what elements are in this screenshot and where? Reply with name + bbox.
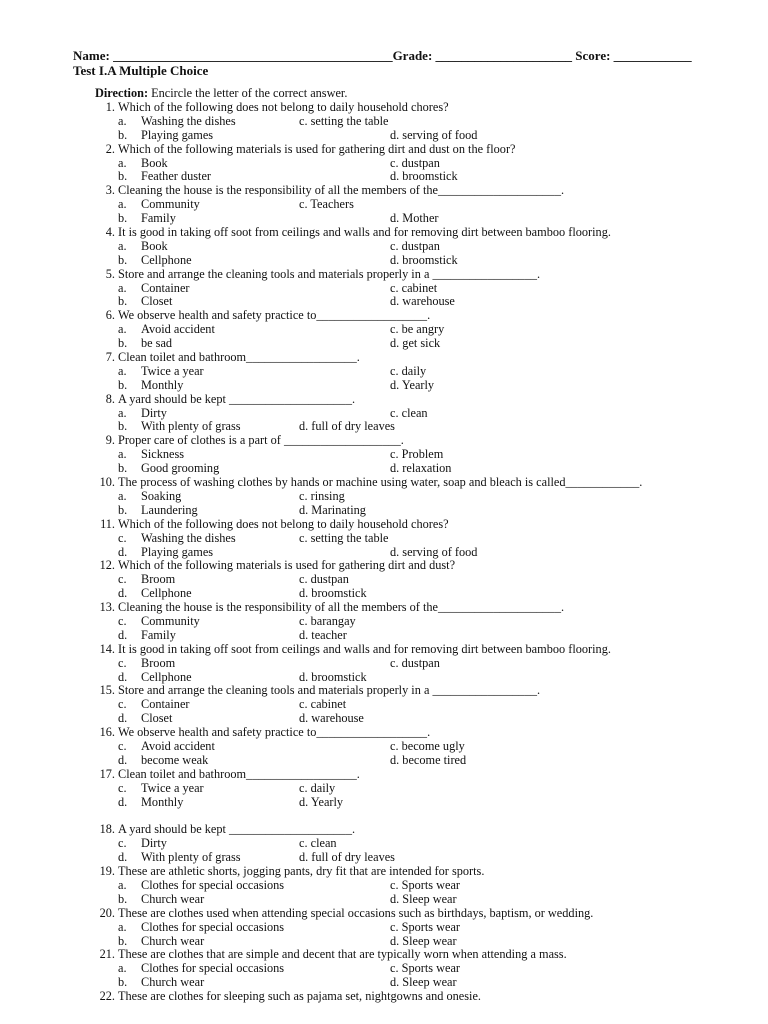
option-text: With plenty of grass [141,850,241,865]
option-text: Broom [141,572,176,587]
option-text: c. clean [390,405,428,420]
option-letter: d. [118,794,128,809]
option-letter: a. [118,447,127,462]
option-text: become weak [141,752,209,767]
option-letter: a. [118,113,127,128]
option-text: Church wear [141,891,205,906]
option-letter: b. [118,294,128,309]
option-letter: d. [118,711,128,726]
question-item [95,268,755,282]
question-number: 6. [105,308,115,323]
question-text: Which of the following does not belong to daily household chores? [118,100,449,114]
option-text: Church wear [141,975,205,990]
option-text: Washing the dishes [141,530,236,545]
option-row [95,170,755,184]
question-text: Store and arrange the cleaning tools and materials properly in a _________________. [118,683,541,698]
name-grade-score-line: Name: ___________________________________________Grade: _____________________ Score: ____________ [73,48,692,63]
option-letter: a. [118,322,127,337]
question-text: The process of washing clothes by hands or machine using water, soap and bleach is called____________. [118,475,643,490]
option-letter: d. [118,669,128,684]
option-row [95,573,755,587]
option-row [95,212,755,226]
question-text: These are athletic shorts, jogging pants, dry fit that are intended for sports. [118,864,485,879]
option-letter: a. [118,877,127,892]
option-row [95,532,755,546]
option-text: c. Problem [390,447,444,462]
question-item [95,559,755,573]
option-row [95,282,755,296]
option-row [95,851,755,865]
question-item [95,393,755,407]
option-text: Family [141,211,176,226]
option-row [95,657,755,671]
option-text: Monthly [141,377,184,392]
option-text: c. Teachers [299,197,354,212]
option-text: Clothes for special occasions [141,877,285,892]
option-letter: a. [118,155,127,170]
question-item [95,518,755,532]
option-text: Avoid accident [141,738,215,753]
option-row [95,921,755,935]
option-text: c. cabinet [390,280,438,295]
question-text: These are clothes that are simple and decent that are typically worn when attending a mass. [118,947,567,962]
option-row [95,796,755,810]
option-letter: c. [118,697,127,712]
option-text: Cellphone [141,252,192,267]
option-row [95,379,755,393]
option-text: Playing games [141,127,214,142]
option-text: c. Sports wear [390,877,461,892]
question-text: Clean toilet and bathroom__________________. [118,766,360,781]
option-text: d. relaxation [390,461,452,476]
option-letter: b. [118,502,128,517]
option-text: d. broomstick [299,669,367,684]
option-text: d. full of dry leaves [299,850,395,865]
option-row [95,935,755,949]
option-text: Sickness [141,447,185,462]
question-number: 17. [99,766,115,781]
option-text: d. broomstick [390,169,458,184]
option-text: c. Sports wear [390,919,461,934]
option-letter: c. [118,655,127,670]
option-text: Church wear [141,933,205,948]
option-row [95,671,755,685]
option-row [95,962,755,976]
option-text: c. be angry [390,322,445,337]
question-number: 21. [99,947,115,962]
question-text: These are clothes for sleeping such as pajama set, nightgowns and onesie. [118,989,481,1004]
option-text: Family [141,627,176,642]
question-item [95,726,755,740]
question-text: It is good in taking off soot from ceilings and walls and for removing dirt between bamboo flooring. [118,225,611,240]
option-letter: b. [118,461,128,476]
question-item [95,101,755,115]
option-letter: d. [118,586,128,601]
option-letter: a. [118,405,127,420]
option-text: c. dustpan [299,572,349,587]
option-text: Playing games [141,544,214,559]
question-number: 20. [99,905,115,920]
option-text: d. serving of food [390,544,478,559]
question-item [95,184,755,198]
option-text: d. Marinating [299,502,366,517]
question-text: A yard should be kept ____________________. [118,391,356,406]
option-letter: c. [118,836,127,851]
option-letter: b. [118,336,128,351]
test-title: Test I.A Multiple Choice [73,63,209,78]
question-number: 9. [105,433,115,448]
question-number: 19. [99,864,115,879]
option-letter: a. [118,919,127,934]
option-text: c. rinsing [299,488,345,503]
option-row [95,462,755,476]
option-row [95,198,755,212]
question-text: Cleaning the house is the responsibility of all the members of the____________________. [118,600,565,615]
option-letter: b. [118,419,128,434]
question-text: Cleaning the house is the responsibility of all the members of the____________________. [118,183,565,198]
option-text: Twice a year [141,363,204,378]
option-letter: a. [118,488,127,503]
option-text: Washing the dishes [141,113,236,128]
option-text: Feather duster [141,169,211,184]
direction-line [95,87,347,101]
option-row [95,337,755,351]
question-item [95,865,755,879]
question-text: Which of the following materials is used for gathering dirt and dust on the floor? [118,141,516,156]
option-letter: a. [118,238,127,253]
option-text: d. broomstick [299,586,367,601]
question-number: 1. [105,100,115,114]
option-row [95,157,755,171]
option-letter: b. [118,211,128,226]
option-row [95,254,755,268]
option-row [95,754,755,768]
option-row [95,129,755,143]
option-row [95,504,755,518]
option-letter: b. [118,377,128,392]
option-row [95,587,755,601]
option-row [95,323,755,337]
question-number: 4. [105,225,115,240]
option-row [95,837,755,851]
option-text: d. broomstick [390,252,458,267]
question-item [95,990,755,1004]
option-text: Community [141,197,200,212]
question-text: Which of the following materials is used for gathering dirt and dust? [118,558,456,573]
option-text: c. daily [299,780,336,795]
option-row [95,490,755,504]
question-item [95,309,755,323]
option-letter: d. [118,850,128,865]
option-text: Dirty [141,836,167,851]
option-row [95,240,755,254]
option-text: c. become ugly [390,738,465,753]
question-item [95,823,755,837]
question-item [95,601,755,615]
question-number: 12. [99,558,115,573]
option-text: d. warehouse [299,711,364,726]
question-item [95,476,755,490]
option-text: Book [141,238,168,253]
option-text: Broom [141,655,176,670]
direction-label: Direction: [95,86,149,100]
question-text: Proper care of clothes is a part of ___________________. [118,433,404,448]
option-text: Book [141,155,168,170]
question-number: 22. [99,989,115,1004]
option-text: be sad [141,336,173,351]
option-text: d. Yearly [299,794,344,809]
question-number: 7. [105,350,115,365]
option-letter: a. [118,961,127,976]
option-letter: d. [118,544,128,559]
question-number: 13. [99,600,115,615]
option-row [95,115,755,129]
option-row [95,365,755,379]
option-text: d. become tired [390,752,467,767]
question-number: 5. [105,266,115,281]
question-number: 11. [100,516,115,531]
option-text: d. Mother [390,211,439,226]
question-text: A yard should be kept ____________________. [118,822,356,837]
option-text: c. Sports wear [390,961,461,976]
option-letter: b. [118,933,128,948]
option-letter: a. [118,363,127,378]
option-text: Closet [141,294,173,309]
question-text: These are clothes used when attending special occasions such as birthdays, baptism, or wedding. [118,905,594,920]
option-row [95,546,755,560]
option-text: Closet [141,711,173,726]
option-row [95,407,755,421]
option-row [95,879,755,893]
option-text: d. teacher [299,627,347,642]
question-item [95,434,755,448]
option-text: Clothes for special occasions [141,919,285,934]
question-item [95,684,755,698]
option-text: c. dustpan [390,655,440,670]
option-letter: d. [118,627,128,642]
option-text: d. serving of food [390,127,478,142]
question-item [95,907,755,921]
option-text: d. full of dry leaves [299,419,395,434]
question-item [95,351,755,365]
question-text: Which of the following does not belong to daily household chores? [118,516,449,531]
option-text: c. cabinet [299,697,347,712]
option-text: c. barangay [299,613,356,628]
option-text: Cellphone [141,669,192,684]
question-number: 18. [99,822,115,837]
option-letter: c. [118,738,127,753]
option-text: With plenty of grass [141,419,241,434]
option-text: Dirty [141,405,167,420]
option-letter: d. [118,752,128,767]
question-text: Store and arrange the cleaning tools and materials properly in a _________________. [118,266,541,281]
option-row [95,698,755,712]
option-row [95,976,755,990]
option-text: c. daily [390,363,427,378]
option-letter: b. [118,252,128,267]
question-item [95,768,755,782]
option-text: d. Sleep wear [390,891,457,906]
question-text: We observe health and safety practice to__________________. [118,308,431,323]
option-row [95,420,755,434]
option-text: d. warehouse [390,294,455,309]
option-letter: c. [118,572,127,587]
question-text: Clean toilet and bathroom__________________. [118,350,360,365]
option-text: d. Sleep wear [390,975,457,990]
option-text: Cellphone [141,586,192,601]
direction-text: Encircle the letter of the correct answer. [148,86,348,100]
question-item [95,143,755,157]
option-letter: c. [118,780,127,795]
option-row [95,782,755,796]
option-text: c. setting the table [299,113,389,128]
option-text: c. dustpan [390,238,440,253]
question-number: 2. [105,141,115,156]
option-letter: b. [118,127,128,142]
option-letter: b. [118,169,128,184]
option-text: Container [141,697,190,712]
option-row [95,629,755,643]
question-number: 14. [99,641,115,656]
question-text: We observe health and safety practice to__________________. [118,725,431,740]
option-letter: c. [118,613,127,628]
option-text: Soaking [141,488,182,503]
option-text: c. dustpan [390,155,440,170]
option-row [95,448,755,462]
option-letter: a. [118,197,127,212]
option-row [95,615,755,629]
option-text: c. setting the table [299,530,389,545]
spacer [95,809,755,823]
question-item [95,643,755,657]
question-text: It is good in taking off soot from ceilings and walls and for removing dirt between bamboo flooring. [118,641,611,656]
question-number: 15. [99,683,115,698]
option-letter: a. [118,280,127,295]
option-letter: b. [118,975,128,990]
option-text: c. clean [299,836,337,851]
question-list [95,101,755,1004]
option-text: Container [141,280,190,295]
option-text: d. get sick [390,336,441,351]
question-number: 10. [99,475,115,490]
question-item [95,226,755,240]
option-letter: c. [118,530,127,545]
question-number: 3. [105,183,115,198]
question-number: 16. [99,725,115,740]
question-number: 8. [105,391,115,406]
question-item [95,948,755,962]
option-text: Twice a year [141,780,204,795]
option-row [95,893,755,907]
option-row [95,740,755,754]
option-text: Good grooming [141,461,220,476]
option-text: Clothes for special occasions [141,961,285,976]
option-text: d. Yearly [390,377,435,392]
option-text: Community [141,613,200,628]
option-text: Laundering [141,502,198,517]
option-row [95,712,755,726]
option-text: Avoid accident [141,322,215,337]
option-text: Monthly [141,794,184,809]
option-letter: b. [118,891,128,906]
option-row [95,295,755,309]
option-text: d. Sleep wear [390,933,457,948]
